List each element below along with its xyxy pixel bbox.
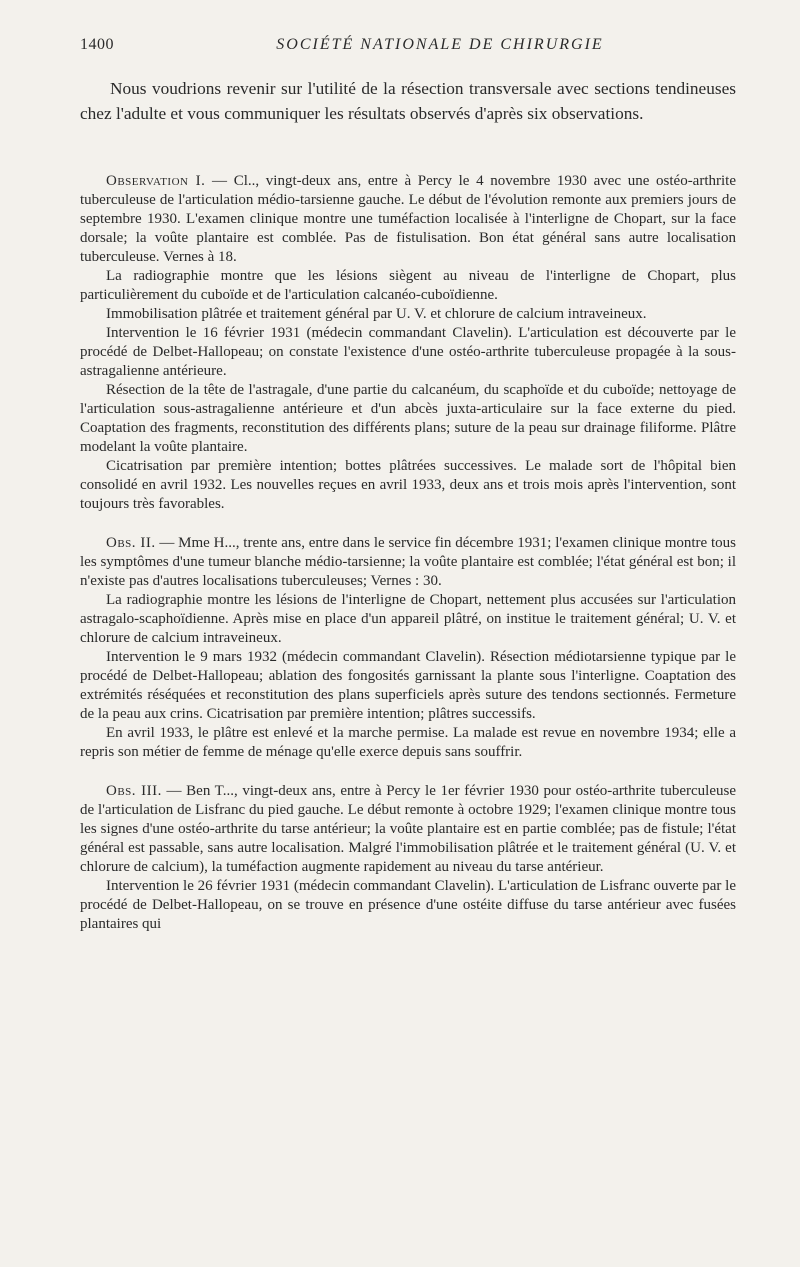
intro-paragraph: Nous voudrions revenir sur l'utilité de la résection transversale avec sections tendineuses chez l'adulte et vous communiquer les résultats observés d'après six observations. <box>80 79 736 123</box>
observation-2-paragraph-1 <box>80 534 736 591</box>
observation-1-paragraph-6: Cicatrisation par première intention; bottes plâtrées successives. Le malade sort de l'hôpital bien consolidé en avril 1932. Les nouvelles reçues en avril 1933, deux ans et trois mois après l'intervention, sont toujours très favorables. <box>80 458 736 512</box>
page-header <box>80 36 736 60</box>
observation-3-paragraph-1 <box>80 782 736 877</box>
page-number: 1400 <box>80 36 114 53</box>
observation-1-paragraph-2: La radiographie montre que les lésions siègent au niveau de l'interligne de Chopart, plus particulièrement du cuboïde et de l'articulation calcanéo-cuboïdienne. <box>80 268 736 303</box>
observation-2-paragraph-4: En avril 1933, le plâtre est enlevé et la marche permise. La malade est revue en novembre 1934; elle a repris son métier de femme de ménage qu'elle exerce depuis sans souffrir. <box>80 725 736 760</box>
observation-2-paragraph-3: Intervention le 9 mars 1932 (médecin commandant Clavelin). Résection médiotarsienne typique par le procédé de Delbet-Hallopeau; ablation des fongosités garnissant la plante sous l'interligne. Coaptation des extrémités réséquées et reconstitution des plans superficiels après suture des tendons sectionnés. Fermeture de la peau aux crins. Cicatrisation par première intention; plâtres successifs. <box>80 649 736 722</box>
observation-3-label: Obs. III. <box>106 783 162 799</box>
observation-1-label: Observation I. <box>106 173 206 189</box>
observation-1-paragraph-4: Intervention le 16 février 1931 (médecin commandant Clavelin). L'articulation est découverte par le procédé de Delbet-Hallopeau; on constate l'existence d'une ostéo-arthrite tuberculeuse propagée à la sous-astragalienne antérieure. <box>80 325 736 379</box>
observations <box>80 172 736 934</box>
observation-1-paragraph-1 <box>80 172 736 267</box>
running-title: SOCIÉTÉ NATIONALE DE CHIRURGIE <box>276 36 604 53</box>
observation-1-text-1: — Cl.., vingt-deux ans, entre à Percy le 4 novembre 1930 avec une ostéo-arthrite tuberculeuse de l'articulation médio-tarsienne gauche. Le début de l'évolution remonte aux premiers jours de septembre 1930. L'examen clinique montre une tuméfaction localisée à l'interligne de Chopart, sur la face dorsale; la voûte plantaire est comblée. Pas de fistulisation. Bon état général sans autre localisation tuberculeuse. Vernes à 18. <box>80 173 736 265</box>
observation-1-paragraph-3: Immobilisation plâtrée et traitement général par U. V. et chlorure de calcium intraveineux. <box>106 306 647 322</box>
observation-3-paragraph-2: Intervention le 26 février 1931 (médecin commandant Clavelin). L'articulation de Lisfranc ouverte par le procédé de Delbet-Hallopeau, on se trouve en présence d'une ostéite diffuse du tarse antérieur avec fusées plantaires qui <box>80 878 736 932</box>
observation-2-paragraph-2: La radiographie montre les lésions de l'interligne de Chopart, nettement plus accusées sur l'articulation astragalo-scaphoïdienne. Après mise en place d'un appareil plâtré, on institue le traitement général; U. V. et chlorure de calcium intraveineux. <box>80 592 736 646</box>
observation-2-text-1: — Mme H..., trente ans, entre dans le service fin décembre 1931; l'examen clinique montre tous les symptômes d'une tumeur blanche médio-tarsienne; la voûte plantaire est comblée; l'état général est bon; il n'existe pas d'autres localisations tuberculeuses; Vernes : 30. <box>80 535 736 589</box>
intro-section <box>80 76 736 126</box>
observation-2-label: Obs. II. <box>106 535 156 551</box>
observation-3-text-1: — Ben T..., vingt-deux ans, entre à Percy le 1er février 1930 pour ostéo-arthrite tuberculeuse de l'articulation de Lisfranc du pied gauche. Le début remonte à octobre 1929; l'examen clinique montre tous les signes d'une ostéo-arthrite du tarse antérieur; la voûte plantaire est en partie comblée; pas de fistule; l'état général est passable, sans autre localisation. Malgré l'immobilisation plâtrée et le traitement général (U. V. et chlorure de calcium), la tuméfaction augmente rapidement au niveau du tarse antérieur. <box>80 783 736 875</box>
observation-1-paragraph-5: Résection de la tête de l'astragale, d'une partie du calcanéum, du scaphoïde et du cuboïde; nettoyage de l'articulation sous-astragalienne antérieure et d'un abcès juxta-articulaire sur la face externe du pied. Coaptation des fragments, reconstitution des différents plans; suture de la peau sur drainage filiforme. Plâtre modelant la voûte plantaire. <box>80 382 736 455</box>
